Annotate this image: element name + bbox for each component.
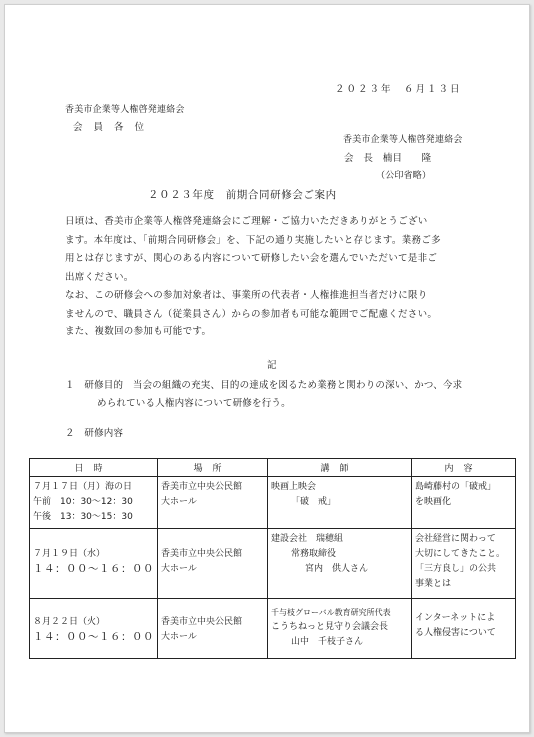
cell-line: １４：００～１６：００ — [33, 631, 154, 643]
sender-organization: 香美市企業等人権啓発連絡会 — [343, 135, 463, 145]
cell-line: を映画化 — [415, 497, 452, 507]
cell-line: 香美市立中央公民館 — [161, 617, 243, 627]
cell-line: 建設会社 瑞穂組 — [271, 534, 344, 544]
purpose-line-2: められている人権内容について研修を行う。 — [97, 398, 291, 409]
cell-line: 千与枝グローバル教育研究所代表 — [271, 608, 391, 617]
place-cell — [158, 599, 268, 659]
recipient-members: 会 員 各 位 — [73, 122, 149, 133]
cell-line: 香美市立中央公民館 — [161, 549, 243, 559]
seal-omitted-note: （公印省略） — [376, 171, 432, 181]
cell-line: ７月１９日（水） — [33, 549, 106, 559]
datetime-cell — [30, 529, 158, 599]
cell-line: 午後 13：30～15：30 — [33, 512, 133, 522]
intro-paragraph — [65, 213, 441, 287]
header-content: 内容 — [412, 459, 516, 477]
content-cell — [412, 529, 516, 599]
issue-date: ２０２３年 ６月１３日 — [335, 84, 462, 95]
table-row — [30, 529, 516, 599]
header-lecturer: 講師 — [268, 459, 412, 477]
cell-line: 「破 戒」 — [291, 497, 337, 507]
cell-line: こうちねっと見守り会議会長 — [271, 622, 389, 632]
multiple-attendance-paragraph — [65, 323, 211, 342]
lecturer-cell — [268, 477, 412, 529]
recipient-organization: 香美市企業等人権啓発連絡会 — [65, 105, 185, 115]
cell-line: １４：００～１６：００ — [33, 563, 154, 575]
cell-line: ８月２２日（火） — [33, 617, 106, 627]
paragraph-line: ませんので、職員さん（従業員さん）からの参加者も可能な範囲でご配慮ください。 — [65, 308, 438, 320]
content-cell — [412, 477, 516, 529]
table-row — [30, 599, 516, 659]
cell-line: 大ホール — [161, 564, 197, 574]
cell-line: 「三方良し」の公共 — [415, 564, 497, 574]
document-title: ２０２３年度 前期合同研修会ご案内 — [148, 189, 337, 201]
cell-line: 午前 10：30～12：30 — [33, 497, 133, 507]
sender-chair: 会 長 楠目 隆 — [344, 153, 432, 164]
content-cell — [412, 599, 516, 659]
content-section-heading: ２ 研修内容 — [65, 428, 124, 439]
ki-heading: 記 — [267, 360, 277, 371]
cell-line: る人権侵害について — [415, 628, 496, 638]
cell-line: 大ホール — [161, 497, 197, 507]
purpose-line-1: １ 研修目的 当会の組織の充実、目的の達成を図るため業務と関わりの深い、かつ、今求 — [65, 380, 463, 391]
table-header-row — [30, 459, 516, 477]
cell-line: 大切にしてきたこと。 — [415, 549, 506, 559]
header-place: 場所 — [158, 459, 268, 477]
cell-line: 会社経営に関わって — [415, 534, 496, 544]
header-datetime: 日時 — [30, 459, 158, 477]
cell-line: 事業とは — [415, 579, 452, 589]
cell-line: 常務取締役 — [291, 549, 337, 559]
cell-line: 山中 千枝子さん — [291, 637, 364, 647]
datetime-cell — [30, 599, 158, 659]
paragraph-line: また、複数回の参加も可能です。 — [65, 326, 212, 337]
cell-line: ７月１７日（月）海の日 — [33, 482, 133, 492]
lecturer-cell — [268, 529, 412, 599]
datetime-cell — [30, 477, 158, 529]
document-page — [4, 4, 530, 733]
paragraph-line: 日頃は、香美市企業等人権啓発連絡会にご理解・ご協力いただきありがとうござい — [65, 216, 428, 227]
cell-line: 宮内 供人さん — [305, 564, 369, 574]
place-cell — [158, 529, 268, 599]
schedule-table — [29, 458, 516, 659]
paragraph-line: なお、この研修会への参加対象者は、事業所の代表者・人権推進担当者だけに限り — [65, 290, 428, 301]
paragraph-line: ます。本年度は、「前期合同研修会」を、下記の通り実施したいと存じます。業務ご多 — [65, 234, 441, 246]
paragraph-line: 用とは存じますが、関心のある内容について研修したい会を選んでいただいて是非ご — [65, 253, 438, 264]
table-row — [30, 477, 516, 529]
participants-paragraph — [65, 287, 437, 324]
cell-line: 香美市立中央公民館 — [161, 482, 243, 492]
cell-line: 島崎藤村の「破戒」 — [415, 482, 497, 492]
cell-line: 映画上映会 — [271, 482, 317, 492]
cell-line: 大ホール — [161, 632, 197, 642]
lecturer-cell — [268, 599, 412, 659]
place-cell — [158, 477, 268, 529]
paragraph-line: 出席ください。 — [65, 271, 134, 283]
cell-line: インターネットによ — [415, 613, 496, 623]
